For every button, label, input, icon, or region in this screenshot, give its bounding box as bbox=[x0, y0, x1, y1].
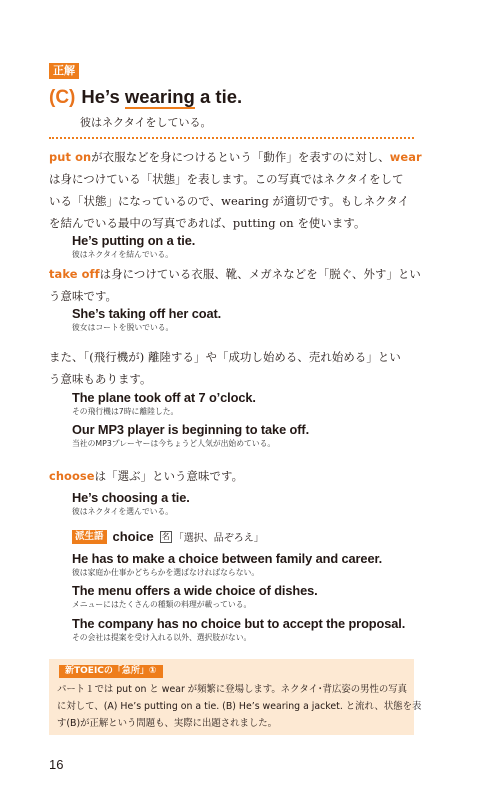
example-japanese: その飛行機は7時に離陸した。 bbox=[72, 407, 179, 416]
example-2 bbox=[72, 306, 221, 333]
example-english: She’s taking off her coat. bbox=[72, 306, 222, 321]
example-english: Our MP3 player is beginning to take off. bbox=[72, 422, 310, 437]
keyword-take-off: take off bbox=[49, 267, 100, 281]
paragraph-text: は身につけている衣服、靴、メガネなどを「脱ぐ、外す」とい bbox=[99, 267, 421, 281]
example-japanese: 彼はネクタイを選んでいる。 bbox=[72, 507, 174, 516]
note-text: す(B)が正解という問題も、実際に出題されました。 bbox=[57, 718, 277, 729]
note-title: 新TOEICの「急所」① bbox=[59, 665, 163, 678]
example-5 bbox=[72, 490, 190, 517]
paragraph-text: う意味もあります。 bbox=[49, 372, 152, 386]
answer-badge: 正解 bbox=[49, 63, 79, 79]
example-6 bbox=[72, 551, 382, 578]
part-of-speech-box: 名 bbox=[161, 531, 170, 541]
example-japanese: 彼女はコートを脱いでいる。 bbox=[72, 323, 174, 332]
derivative-badge: 派生語 bbox=[72, 530, 107, 544]
answer-keyword: wearing bbox=[124, 86, 195, 107]
paragraph-text: は身につけている「状態」を表します。この写真ではネクタイをして bbox=[49, 172, 404, 186]
paragraph-choose bbox=[49, 465, 419, 487]
paragraph-take-off bbox=[49, 263, 419, 307]
example-english: The company has no choice but to accept the proposal. bbox=[72, 616, 406, 631]
paragraph-text: また、「(飛行機が) 離陸する」や「成功し始める、売れ始める」とい bbox=[49, 350, 401, 364]
example-english: He’s choosing a tie. bbox=[72, 490, 190, 505]
answer-post: a tie. bbox=[194, 86, 243, 107]
derivative-meaning: 「選択、品ぞろえ」 bbox=[173, 533, 264, 544]
note-text: パート１では put on と wear が頻繁に登場します。ネクタイ･背広姿の男性の写真 bbox=[57, 684, 407, 695]
example-english: The menu offers a wide choice of dishes. bbox=[72, 583, 318, 598]
paragraph-text: を結んでいる最中の写真であれば、putting on を使います。 bbox=[49, 216, 366, 230]
example-english: He has to make a choice between family and career. bbox=[72, 551, 383, 566]
note-box bbox=[49, 659, 422, 735]
example-8 bbox=[72, 616, 405, 643]
paragraph-take-off-2 bbox=[49, 346, 419, 390]
page-number: 16 bbox=[49, 757, 64, 772]
derivative-word: choice bbox=[112, 529, 154, 544]
example-3 bbox=[72, 390, 256, 417]
example-4 bbox=[72, 422, 309, 449]
paragraph-text: う意味です。 bbox=[49, 289, 118, 303]
example-english: The plane took off at 7 o’clock. bbox=[72, 390, 256, 405]
example-japanese: 彼は家庭か仕事かどちらかを選ばなければならない。 bbox=[72, 568, 260, 577]
example-7 bbox=[72, 583, 318, 610]
answer-translation: 彼はネクタイをしている。 bbox=[80, 116, 212, 129]
paragraph-put-on bbox=[49, 146, 422, 234]
paragraph-text: が衣服などを身につけるという「動作」を表すのに対し、 bbox=[91, 150, 390, 164]
example-1 bbox=[72, 233, 195, 260]
keyword-wear: wear bbox=[389, 150, 422, 164]
example-english: He’s putting on a tie. bbox=[72, 233, 196, 248]
example-japanese: その会社は提案を受け入れる以外、選択肢がない。 bbox=[72, 633, 252, 642]
answer-choice: (C) bbox=[49, 87, 76, 108]
note-text: に対して、(A) He’s putting on a tie. (B) He’s wearing a jacket. と流れ、状態を表 bbox=[57, 701, 422, 712]
keyword-put-on: put on bbox=[49, 150, 92, 164]
note-body bbox=[57, 681, 421, 732]
keyword-choose: choose bbox=[49, 469, 95, 483]
answer-pre: He’s bbox=[81, 86, 125, 107]
example-japanese: 彼はネクタイを結んでいる。 bbox=[72, 250, 174, 259]
example-japanese: メニューにはたくさんの種類の料理が載っている。 bbox=[72, 600, 252, 609]
paragraph-text: は「選ぶ」という意味です。 bbox=[94, 469, 244, 483]
paragraph-text: いる「状態」になっているので、wearing が適切です。もしネクタイ bbox=[49, 194, 410, 208]
example-japanese: 当社のMP3プレーヤーは今ちょうど人気が出始めている。 bbox=[72, 439, 276, 448]
derivative-entry bbox=[72, 529, 264, 544]
answer-line bbox=[49, 86, 242, 109]
dotted-divider bbox=[49, 137, 414, 139]
